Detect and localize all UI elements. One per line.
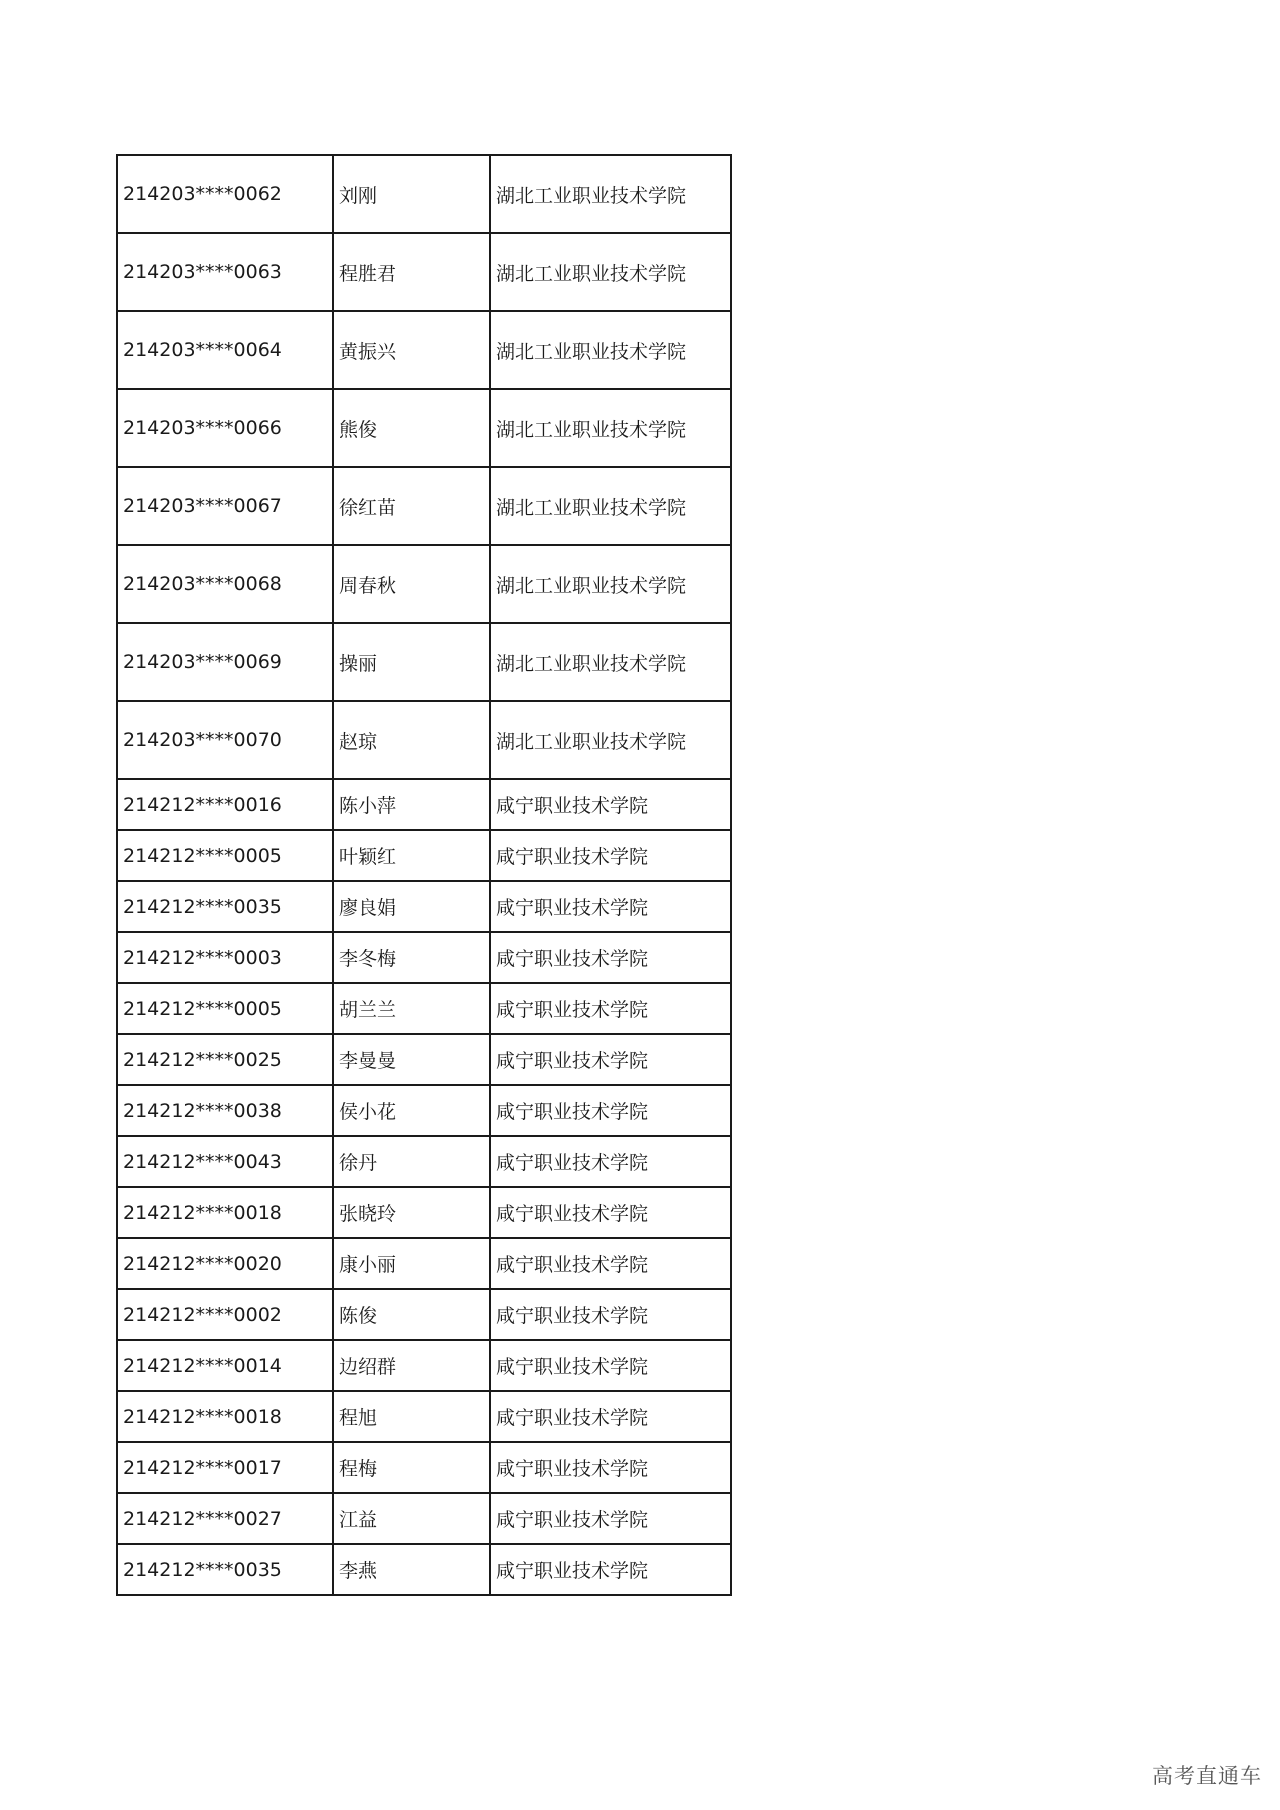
cell-school: 湖北工业职业技术学院 [490,545,731,623]
cell-name: 廖良娟 [333,881,490,932]
cell-exam-id: 214212****0035 [117,881,333,932]
cell-name: 徐红苗 [333,467,490,545]
cell-name: 张晓玲 [333,1187,490,1238]
table-row [117,983,731,1034]
cell-school: 湖北工业职业技术学院 [490,233,731,311]
table-row [117,1034,731,1085]
cell-school: 咸宁职业技术学院 [490,779,731,830]
cell-name: 侯小花 [333,1085,490,1136]
cell-name: 康小丽 [333,1238,490,1289]
cell-exam-id: 214203****0063 [117,233,333,311]
cell-school: 湖北工业职业技术学院 [490,701,731,779]
cell-exam-id: 214212****0018 [117,1187,333,1238]
table-row [117,1544,731,1595]
cell-exam-id: 214212****0035 [117,1544,333,1595]
table-row [117,1187,731,1238]
cell-school: 湖北工业职业技术学院 [490,389,731,467]
cell-school: 咸宁职业技术学院 [490,932,731,983]
cell-exam-id: 214212****0025 [117,1034,333,1085]
table-row [117,389,731,467]
cell-name: 徐丹 [333,1136,490,1187]
table-row [117,1493,731,1544]
cell-name: 赵琼 [333,701,490,779]
cell-exam-id: 214203****0062 [117,155,333,233]
cell-name: 操丽 [333,623,490,701]
cell-exam-id: 214212****0020 [117,1238,333,1289]
cell-exam-id: 214212****0017 [117,1442,333,1493]
cell-exam-id: 214212****0005 [117,983,333,1034]
table-row [117,545,731,623]
cell-school: 咸宁职业技术学院 [490,830,731,881]
cell-exam-id: 214203****0068 [117,545,333,623]
cell-school: 咸宁职业技术学院 [490,1187,731,1238]
cell-exam-id: 214212****0005 [117,830,333,881]
cell-school: 咸宁职业技术学院 [490,1034,731,1085]
cell-exam-id: 214212****0027 [117,1493,333,1544]
cell-exam-id: 214203****0070 [117,701,333,779]
cell-school: 咸宁职业技术学院 [490,1085,731,1136]
cell-school: 湖北工业职业技术学院 [490,155,731,233]
cell-name: 李冬梅 [333,932,490,983]
table-row [117,830,731,881]
table-row [117,1085,731,1136]
table-row [117,155,731,233]
cell-name: 李燕 [333,1544,490,1595]
table-row [117,932,731,983]
cell-name: 周春秋 [333,545,490,623]
table-row [117,1391,731,1442]
cell-name: 黄振兴 [333,311,490,389]
cell-school: 咸宁职业技术学院 [490,983,731,1034]
table-row [117,1340,731,1391]
cell-exam-id: 214203****0066 [117,389,333,467]
table-row [117,623,731,701]
cell-name: 胡兰兰 [333,983,490,1034]
cell-exam-id: 214212****0038 [117,1085,333,1136]
cell-exam-id: 214203****0067 [117,467,333,545]
table-row [117,233,731,311]
cell-exam-id: 214212****0003 [117,932,333,983]
cell-school: 咸宁职业技术学院 [490,1493,731,1544]
cell-exam-id: 214212****0002 [117,1289,333,1340]
cell-exam-id: 214212****0016 [117,779,333,830]
cell-school: 咸宁职业技术学院 [490,881,731,932]
cell-exam-id: 214203****0069 [117,623,333,701]
cell-name: 李曼曼 [333,1034,490,1085]
table-row [117,881,731,932]
cell-exam-id: 214203****0064 [117,311,333,389]
cell-name: 叶颖红 [333,830,490,881]
cell-school: 咸宁职业技术学院 [490,1391,731,1442]
cell-school: 咸宁职业技术学院 [490,1442,731,1493]
cell-name: 程胜君 [333,233,490,311]
table-row [117,1442,731,1493]
cell-exam-id: 214212****0043 [117,1136,333,1187]
watermark-text: 高考直通车 [1152,1764,1262,1788]
cell-school: 咸宁职业技术学院 [490,1544,731,1595]
table-row [117,1289,731,1340]
cell-school: 咸宁职业技术学院 [490,1289,731,1340]
cell-name: 陈小萍 [333,779,490,830]
cell-exam-id: 214212****0014 [117,1340,333,1391]
cell-name: 边绍群 [333,1340,490,1391]
cell-school: 湖北工业职业技术学院 [490,467,731,545]
cell-name: 刘刚 [333,155,490,233]
table-row [117,779,731,830]
cell-name: 熊俊 [333,389,490,467]
table-row [117,1238,731,1289]
cell-name: 程旭 [333,1391,490,1442]
cell-exam-id: 214212****0018 [117,1391,333,1442]
table-row [117,467,731,545]
cell-school: 咸宁职业技术学院 [490,1136,731,1187]
cell-name: 江益 [333,1493,490,1544]
cell-name: 程梅 [333,1442,490,1493]
table-row [117,311,731,389]
cell-school: 咸宁职业技术学院 [490,1238,731,1289]
cell-name: 陈俊 [333,1289,490,1340]
cell-school: 湖北工业职业技术学院 [490,311,731,389]
roster-table-body [117,155,731,1595]
cell-school: 湖北工业职业技术学院 [490,623,731,701]
roster-table [116,154,732,1596]
table-row [117,1136,731,1187]
cell-school: 咸宁职业技术学院 [490,1340,731,1391]
table-row [117,701,731,779]
